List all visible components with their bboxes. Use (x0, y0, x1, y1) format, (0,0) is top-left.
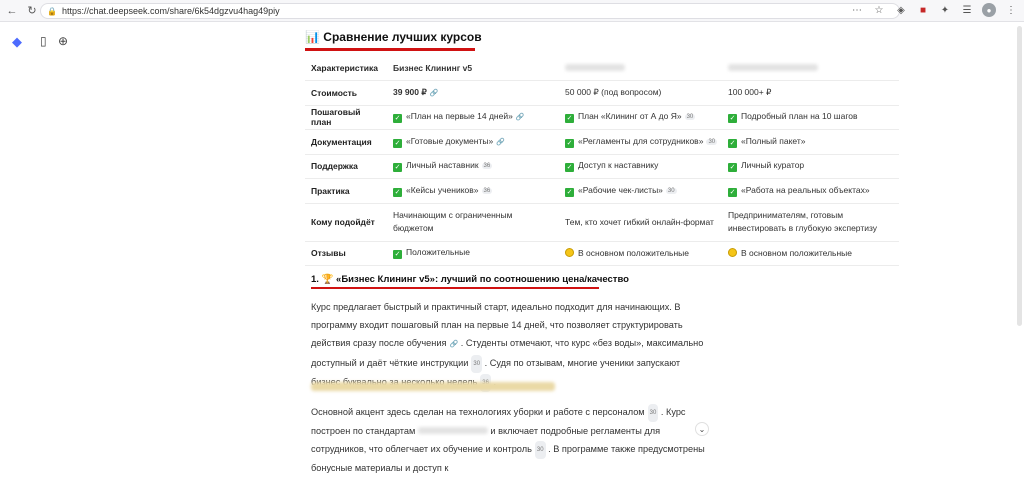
check-icon: ✓ (566, 164, 573, 172)
link-icon[interactable]: 🔗 (496, 138, 505, 146)
check-icon: ✓ (394, 164, 401, 172)
table-row (305, 105, 899, 130)
row-label: Кому подойдёт (305, 203, 387, 241)
row-label: Документация (305, 130, 387, 155)
sidebar-toggle-icon[interactable]: ▯ (40, 34, 47, 48)
yellow-circle-icon (565, 248, 574, 257)
table-cell: Начинающим с ограниченным бюджетом (387, 203, 559, 241)
check-icon: ✓ (729, 188, 736, 196)
table-cell: ✓ «Готовые документы» 🔗 (387, 130, 559, 155)
row-label: Поддержка (305, 154, 387, 179)
link-icon[interactable]: 🔗 (429, 90, 439, 98)
table-header-cell: Характеристика (305, 56, 387, 81)
table-cell: ✓ Положительные (387, 241, 559, 266)
citation-badge[interactable]: 36 (483, 163, 491, 170)
table-cell: ✓ Подробный план на 10 шагов (722, 105, 899, 130)
table-header-row (305, 56, 899, 81)
table-cell: ✓ Доступ к наставнику (559, 154, 722, 179)
favorites-icon[interactable]: ☰ (962, 4, 972, 16)
table-cell: ✓ «Работа на реальных объектах» (722, 179, 899, 204)
check-icon: ✓ (729, 164, 736, 172)
table-header-cell: Бизнес Клининг v5 (387, 56, 559, 81)
extension-shield-icon[interactable]: ◈ (897, 4, 905, 16)
scroll-down-button[interactable]: ⌄ (695, 422, 709, 436)
check-icon: ✓ (729, 139, 736, 147)
citation-badge[interactable]: 30 (648, 404, 659, 422)
table-cell: В основном положительные (559, 241, 722, 266)
citation-badge[interactable]: 30 (708, 138, 716, 145)
paragraph: Основной акцент здесь сделан на технологиях уборки и работе с персоналом 30 . Курс построен по стандартам и включает подробные регламенты для сотрудников, что облегчает их обучение и контроль 30 . В программе также предусмотрены бонусные материалы и доступ к (311, 403, 711, 477)
menu-icon[interactable]: ⋮ (1006, 4, 1016, 16)
lock-icon: 🔒 (47, 6, 57, 16)
left-rail (0, 22, 90, 450)
table-row (305, 241, 899, 266)
comparison-title: 📊 Сравнение лучших курсов (305, 30, 482, 44)
citation-badge[interactable]: 30 (471, 355, 482, 373)
link-icon[interactable]: 🔗 (515, 114, 525, 122)
section-heading: 1. 🏆 «Бизнес Клининг v5»: лучший по соотношению цена/качество (311, 274, 629, 285)
more-icon[interactable]: ⋯ (852, 4, 862, 16)
check-icon: ✓ (394, 139, 401, 147)
new-chat-icon[interactable]: ⊕ (58, 34, 69, 48)
check-icon: ✓ (566, 139, 573, 147)
check-icon: ✓ (394, 188, 401, 196)
browser-actions (850, 3, 1018, 17)
table-cell: 100 000+ ₽ (722, 81, 899, 106)
row-label: Практика (305, 179, 387, 204)
reload-icon[interactable]: ↻ (27, 5, 37, 17)
paragraph: Курс предлагает быстрый и практичный старт, идеально подходит для начинающих. В программу входит пошаговый план на первые 14 дней, что позволяет структурировать действия сразу после обучения 🔗 . Студенты отмечают, что курс «без воды», максимально доступный и даёт чёткие инструкции 30 . Судя по отзывам, многие ученики запускают (311, 298, 711, 392)
whale-logo-icon[interactable]: ◆ (12, 34, 22, 49)
table-header-blurred (722, 56, 899, 81)
table-cell: ✓ Личный куратор (722, 154, 899, 179)
check-icon: ✓ (566, 115, 573, 123)
table-row (305, 179, 899, 204)
table-cell: ✓ План «Клининг от А до Я» 30 (559, 105, 722, 130)
row-label: Стоимость (305, 81, 387, 106)
extension-red-icon[interactable]: ■ (919, 4, 927, 16)
check-icon: ✓ (394, 251, 401, 259)
table-cell: 50 000 ₽ (под вопросом) (559, 81, 722, 106)
citation-badge[interactable]: 30 (667, 187, 675, 194)
table-cell: В основном положительные (722, 241, 899, 266)
citation-badge[interactable]: 30 (686, 114, 694, 121)
table-cell: Предпринимателям, готовым инвестировать в глубокую экспертизу (722, 203, 899, 241)
table-row (305, 130, 899, 155)
yellow-circle-icon (728, 248, 737, 257)
table-header-blurred (559, 56, 722, 81)
table-cell: ✓ «План на первые 14 дней» 🔗 (387, 105, 559, 130)
red-underline (305, 48, 475, 51)
table-row (305, 154, 899, 179)
table-cell: ✓ Личный наставник 36 (387, 154, 559, 179)
table-cell: ✓ «Рабочие чек-листы» 30 (559, 179, 722, 204)
table-cell: ✓ «Полный пакет» (722, 130, 899, 155)
check-icon: ✓ (566, 188, 573, 196)
bookmark-star-icon[interactable]: ☆ (874, 4, 884, 16)
red-underline (311, 287, 599, 289)
row-label: Пошаговый план (305, 105, 387, 130)
table-cell: 39 900 ₽ 🔗 (387, 81, 559, 106)
url-text: https://chat.deepseek.com/share/6k54dgzvu4hag49piy (61, 6, 280, 16)
table-cell: ✓ «Кейсы учеников» 36 (387, 179, 559, 204)
address-bar[interactable] (40, 3, 900, 19)
check-icon: ✓ (729, 115, 736, 123)
page-scrollbar[interactable] (1017, 26, 1022, 326)
table-cell: Тем, кто хочет гибкий онлайн-формат (559, 203, 722, 241)
row-label: Отзывы (305, 241, 387, 266)
table-cell: ✓ «Регламенты для сотрудников» 30 (559, 130, 722, 155)
extensions-puzzle-icon[interactable]: ✦ (940, 4, 950, 16)
profile-avatar-icon[interactable]: ● (982, 3, 996, 17)
back-icon[interactable]: ← (6, 4, 18, 17)
table-row (305, 203, 899, 241)
citation-badge[interactable]: 36 (483, 187, 491, 194)
browser-toolbar (0, 0, 1024, 22)
check-icon: ✓ (394, 115, 401, 123)
table-row (305, 81, 899, 106)
comparison-table (305, 56, 899, 266)
link-icon[interactable]: 🔗 (449, 341, 459, 348)
citation-badge[interactable]: 30 (535, 441, 546, 459)
section-heading-blurred (311, 378, 555, 388)
